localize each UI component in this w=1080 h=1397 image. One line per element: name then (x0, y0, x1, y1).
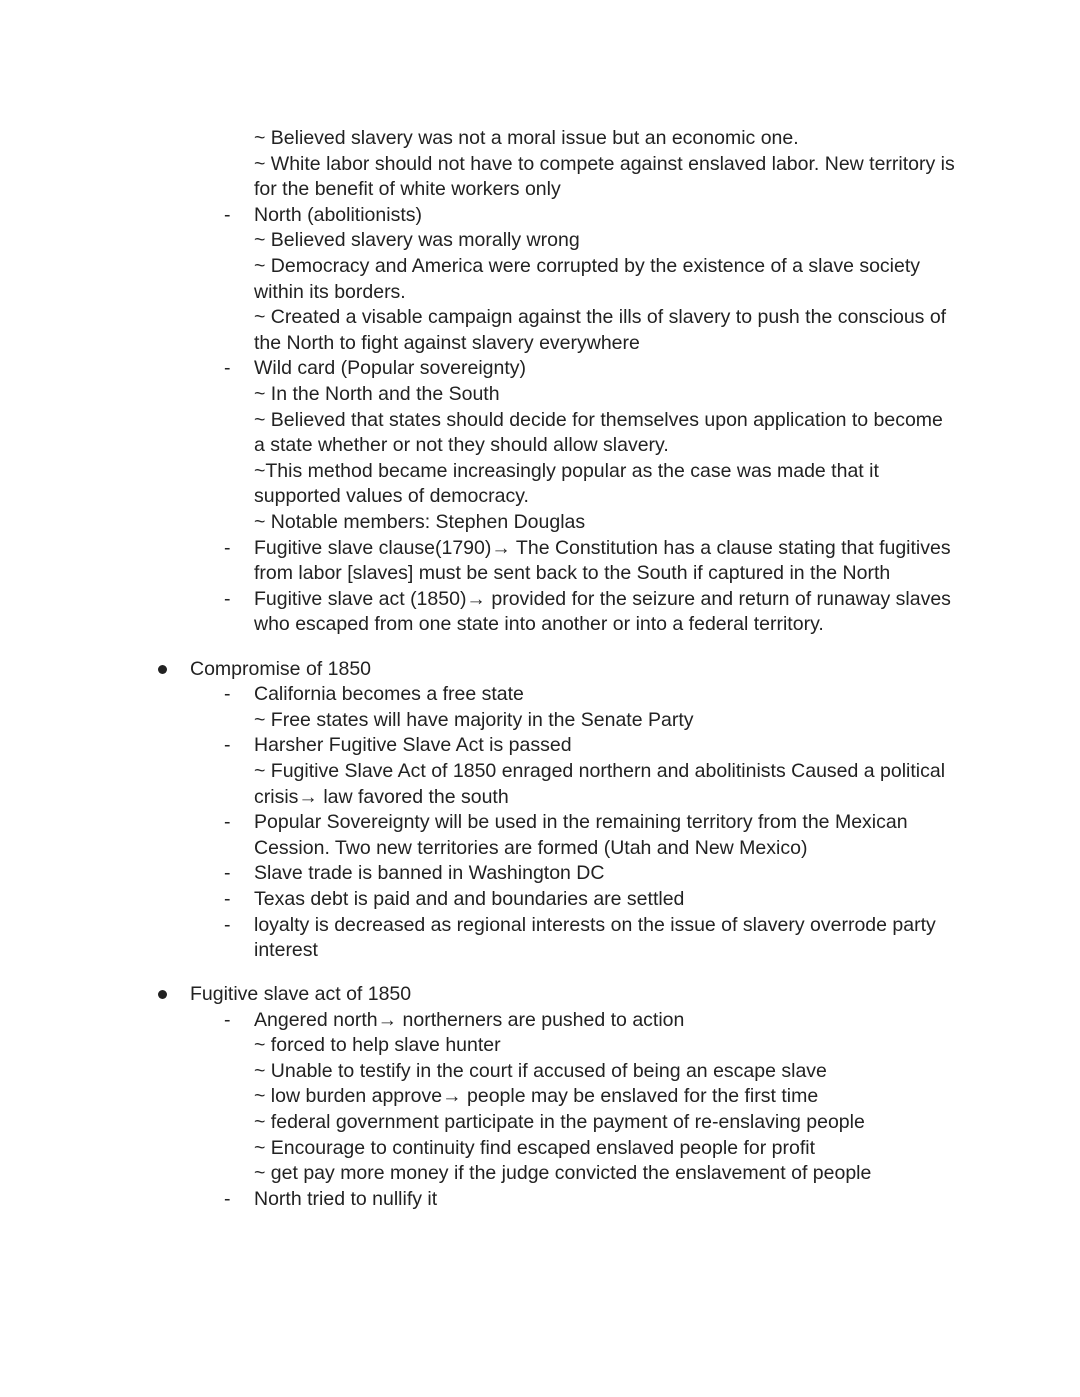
note-line: ~ federal government participate in the payment of re-enslaving people (254, 1111, 865, 1133)
note-line: California becomes a free state (254, 683, 524, 706)
note-line: ~ Encourage to continuity find escaped enslaved people for profit (254, 1136, 815, 1159)
section-heading: Compromise of 1850 (190, 657, 372, 680)
note-line: supported values of democracy. (254, 485, 529, 508)
note-line: crisis→ law favored the south (254, 785, 509, 808)
note-line: the North to fight against slavery everywhere (254, 331, 640, 354)
dash-marker: - (224, 357, 231, 380)
note-line: ~ forced to help slave hunter (254, 1034, 501, 1057)
note-line: ~This method became increasingly popular as the case was made that it (254, 459, 879, 482)
note-line: Slave trade is banned in Washington DC (254, 862, 605, 885)
dash-marker: - (224, 913, 231, 936)
note-line: ~ Believed that states should decide for themselves upon application to become (254, 408, 943, 431)
note-line: ~ Unable to testify in the court if accused of being an escape slave (254, 1059, 827, 1082)
note-line: ~ Fugitive Slave Act of 1850 enraged northern and abolitinists Caused a political (254, 759, 946, 782)
note-line: ~ Notable members: Stephen Douglas (254, 511, 586, 533)
subitem-heading: North (abolitionists) (254, 203, 422, 226)
note-line: from labor [slaves] must be sent back to the South if captured in the North (254, 562, 891, 585)
note-line: Fugitive slave clause(1790)→ The Constitution has a clause stating that fugitives (254, 536, 951, 559)
note-line: ~ Free states will have majority in the Senate Party (254, 708, 694, 731)
note-line: Fugitive slave act (1850)→ provided for the seizure and return of runaway slaves (254, 587, 951, 610)
note-line: interest (254, 939, 318, 962)
note-line: Harsher Fugitive Slave Act is passed (254, 734, 572, 757)
note-line: Angered north→ northerners are pushed to action (254, 1008, 685, 1031)
note-line: ~ In the North and the South (254, 383, 500, 405)
note-line: a state whether or not they should allow slavery. (254, 434, 669, 457)
note-line: within its borders. (254, 280, 406, 303)
note-line: ~ low burden approve→ people may be enslaved for the first time (254, 1085, 819, 1108)
dash-marker: - (224, 734, 231, 757)
note-line: ~ Democracy and America were corrupted by the existence of a slave society (254, 255, 921, 277)
dash-marker: - (224, 1187, 231, 1210)
note-line: ~ Believed slavery was not a moral issue but an economic one. (254, 127, 799, 149)
dash-marker: - (224, 1008, 231, 1031)
dash-marker: - (224, 811, 231, 834)
dash-marker: - (224, 587, 231, 610)
note-line: Popular Sovereignty will be used in the remaining territory from the Mexican (254, 811, 908, 834)
section-heading: Fugitive slave act of 1850 (190, 982, 412, 1005)
dash-marker: - (224, 887, 231, 910)
note-line: Texas debt is paid and and boundaries are settled (254, 887, 685, 910)
note-line: North tried to nullify it (254, 1187, 438, 1210)
bullet-icon (158, 665, 167, 674)
subitem-heading: Wild card (Popular sovereignty) (254, 357, 527, 380)
dash-marker: - (224, 203, 231, 226)
note-line: ~ Created a visable campaign against the ills of slavery to push the conscious of (254, 306, 947, 329)
dash-marker: - (224, 862, 231, 885)
dash-marker: - (224, 683, 231, 706)
note-line: ~ Believed slavery was morally wrong (254, 229, 580, 252)
note-line: ~ get pay more money if the judge convicted the enslavement of people (254, 1162, 872, 1185)
note-line: Cession. Two new territories are formed (Utah and New Mexico) (254, 836, 808, 859)
dash-marker: - (224, 536, 231, 559)
bullet-icon (158, 990, 167, 999)
note-line: who escaped from one state into another or into a federal territory. (254, 613, 824, 636)
note-line: loyalty is decreased as regional interests on the issue of slavery overrode party (254, 913, 936, 936)
note-line: for the benefit of white workers only (254, 178, 561, 201)
note-line: ~ White labor should not have to compete against enslaved labor. New territory is (254, 152, 955, 175)
